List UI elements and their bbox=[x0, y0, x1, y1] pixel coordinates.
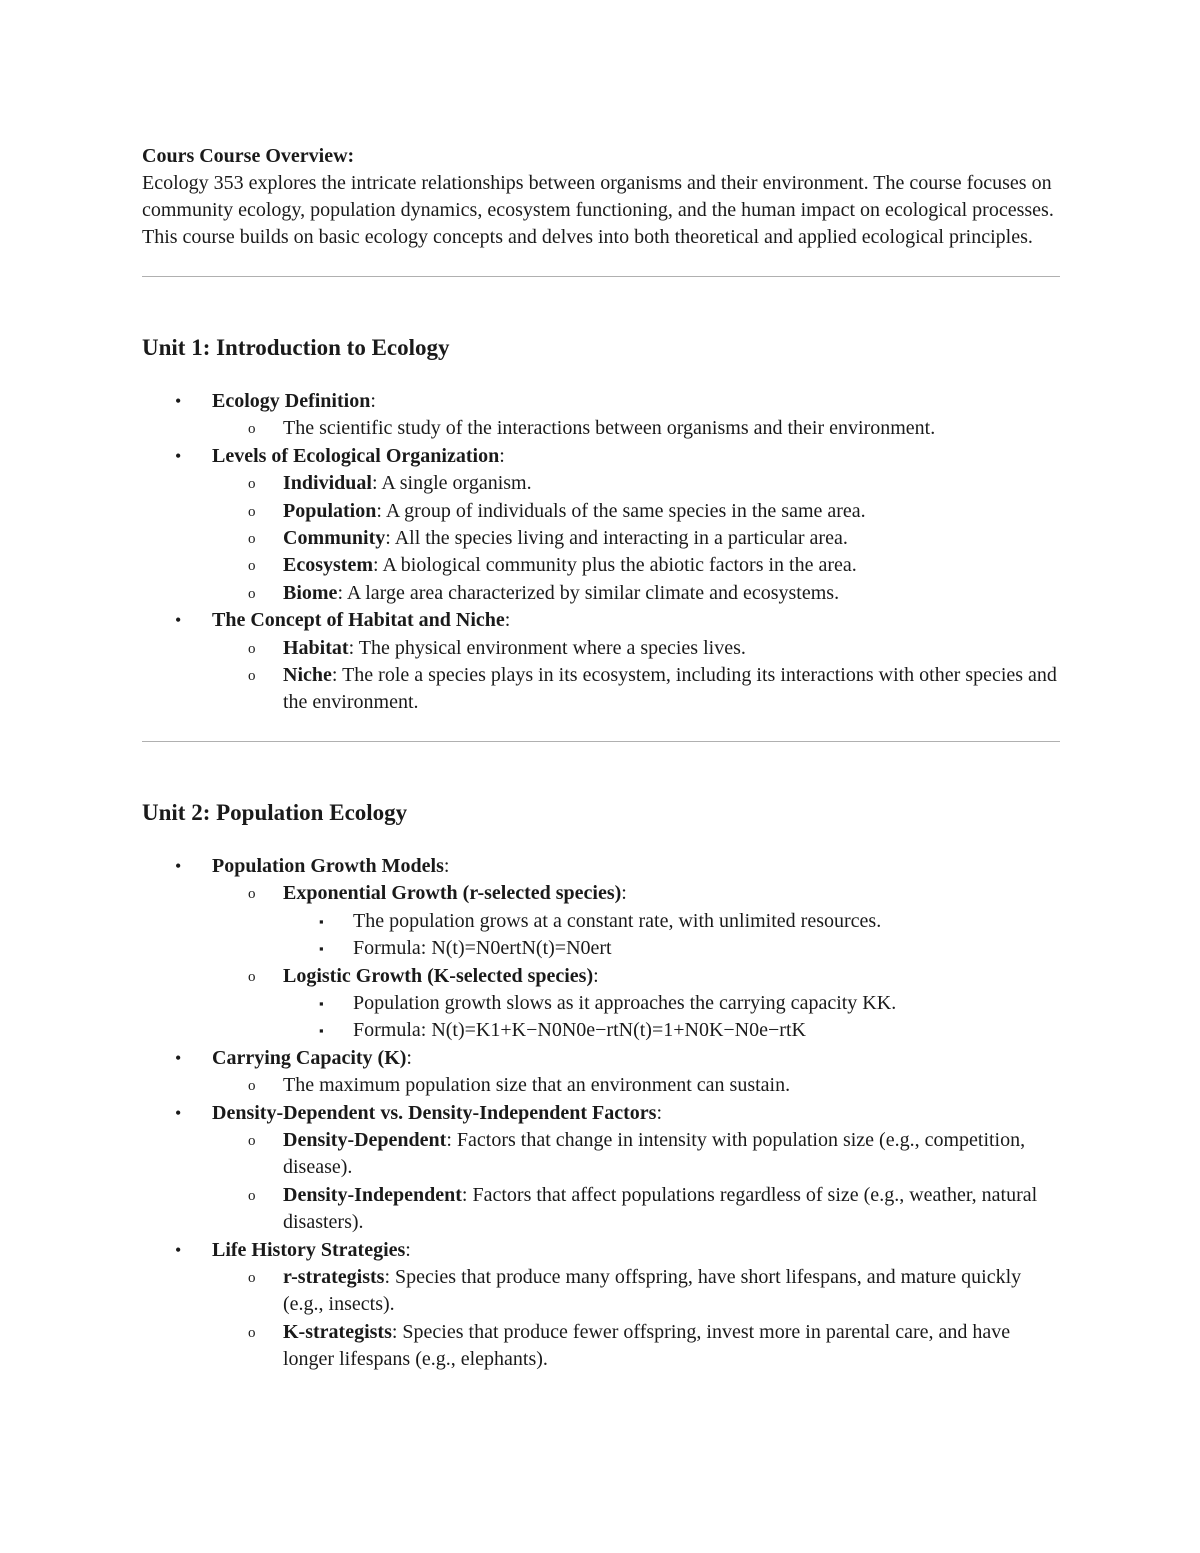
sub-list-item bbox=[212, 498, 1060, 525]
item-suffix: : bbox=[499, 444, 505, 467]
circle-marker: o bbox=[248, 1078, 256, 1095]
item-suffix: : bbox=[405, 1238, 411, 1261]
item-term: Population Growth Models bbox=[212, 854, 444, 877]
sub-list-item bbox=[212, 415, 1060, 442]
circle-marker: o bbox=[248, 886, 256, 903]
item-suffix: : bbox=[406, 1046, 412, 1069]
sub-item-text: : The physical environment where a species lives. bbox=[348, 636, 746, 659]
item-term: Levels of Ecological Organization bbox=[212, 444, 500, 467]
square-marker: ▪ bbox=[319, 913, 324, 929]
list-item bbox=[142, 443, 1060, 607]
sub-sub-list bbox=[283, 990, 1060, 1045]
sub-list-item bbox=[212, 1319, 1060, 1374]
sub-item-text: : A group of individuals of the same species in the same area. bbox=[376, 499, 866, 522]
sub-list bbox=[212, 415, 1060, 442]
sub-item-term: r-strategists bbox=[283, 1265, 385, 1288]
item-suffix: : bbox=[504, 609, 511, 632]
sub-list-item bbox=[212, 1072, 1060, 1099]
bullet-marker: • bbox=[175, 445, 182, 466]
sub-item-text: : bbox=[593, 964, 599, 987]
sub-list-item bbox=[212, 635, 1060, 662]
circle-marker: o bbox=[248, 558, 256, 575]
circle-marker: o bbox=[248, 476, 256, 493]
sub-list-item bbox=[212, 1127, 1060, 1182]
formula-text: Formula: N(t)=K1+K−N0N0e−rtN(t)=1+N0K−N0e−rtK bbox=[353, 1019, 806, 1042]
circle-marker: o bbox=[248, 1269, 256, 1286]
item-term: Life History Strategies bbox=[212, 1238, 406, 1261]
sub-list-item bbox=[212, 963, 1060, 1045]
sub-item-term: Logistic Growth (K-selected species) bbox=[283, 964, 594, 987]
horizontal-divider bbox=[142, 741, 1060, 742]
sub-item-text: : A single organism. bbox=[371, 472, 532, 495]
sub-item-text: The scientific study of the interactions between organisms and their environment. bbox=[283, 417, 936, 440]
sub-list-item bbox=[212, 552, 1060, 579]
list-item bbox=[142, 1100, 1060, 1237]
sub-sub-item-text: Population growth slows as it approaches the carrying capacity KK. bbox=[353, 991, 897, 1014]
sub-item-term: Population bbox=[283, 499, 377, 522]
sub-list bbox=[212, 880, 1060, 1044]
sub-sub-item-text: The population grows at a constant rate, with unlimited resources. bbox=[353, 909, 882, 932]
item-suffix: : bbox=[656, 1101, 663, 1124]
unit-1-list bbox=[142, 388, 1060, 717]
sub-item-text: : Species that produce many offspring, have short lifespans, and mature quickly (e.g., insects). bbox=[283, 1265, 1022, 1316]
circle-marker: o bbox=[248, 668, 256, 685]
sub-item-text: : A biological community plus the abiotic factors in the area. bbox=[372, 554, 857, 577]
bullet-marker: • bbox=[175, 1102, 182, 1123]
item-suffix: : bbox=[443, 854, 450, 877]
unit-2-list bbox=[142, 853, 1060, 1374]
item-term: The Concept of Habitat and Niche bbox=[212, 609, 505, 632]
sub-item-text: : The role a species plays in its ecosystem, including its interactions with other species and the environment. bbox=[283, 664, 1057, 714]
sub-list-item bbox=[212, 470, 1060, 497]
sub-item-text: : Species that produce fewer offspring, invest more in parental care, and have longer lifespans (e.g., elephants). bbox=[283, 1320, 1011, 1371]
sub-list bbox=[212, 1264, 1060, 1374]
sub-list bbox=[212, 635, 1060, 717]
bullet-marker: • bbox=[175, 855, 182, 876]
sub-list-item bbox=[212, 880, 1060, 962]
sub-item-term: Individual bbox=[283, 472, 372, 495]
item-term: Carrying Capacity (K) bbox=[212, 1046, 407, 1069]
sub-sub-list-item bbox=[283, 1017, 1060, 1044]
sub-sub-list-item bbox=[283, 935, 1060, 962]
document-page bbox=[142, 143, 1060, 1374]
circle-marker: o bbox=[248, 503, 256, 520]
circle-marker: o bbox=[248, 531, 256, 548]
sub-list-item bbox=[212, 1264, 1060, 1319]
circle-marker: o bbox=[248, 1132, 256, 1149]
square-marker: ▪ bbox=[319, 995, 324, 1011]
sub-item-term: Habitat bbox=[283, 636, 349, 659]
circle-marker: o bbox=[248, 421, 256, 438]
sub-list bbox=[212, 1072, 1060, 1099]
circle-marker: o bbox=[248, 585, 256, 602]
square-marker: ▪ bbox=[319, 1023, 324, 1039]
list-item bbox=[142, 607, 1060, 717]
bullet-marker: • bbox=[175, 1239, 182, 1260]
list-item bbox=[142, 853, 1060, 1045]
sub-sub-list-item bbox=[283, 990, 1060, 1017]
list-item bbox=[142, 388, 1060, 443]
list-item bbox=[142, 1045, 1060, 1100]
sub-list-item bbox=[212, 525, 1060, 552]
square-marker: ▪ bbox=[319, 941, 324, 957]
overview-paragraph: Ecology 353 explores the intricate relationships between organisms and their environment. The course focuses on community ecology, population dynamics, ecosystem functioning, and the human impact on ecological processes. This course builds on basic ecology concepts and delves into both theoretical and applied ecological principles. bbox=[142, 172, 1054, 248]
sub-item-term: Exponential Growth (r-selected species) bbox=[283, 882, 622, 905]
sub-item-term: Density-Dependent bbox=[283, 1128, 447, 1151]
horizontal-divider bbox=[142, 276, 1060, 277]
sub-item-term: Niche bbox=[283, 664, 332, 687]
item-term: Density-Dependent vs. Density-Independent Factors bbox=[212, 1101, 657, 1124]
sub-list-item bbox=[212, 662, 1060, 717]
circle-marker: o bbox=[248, 1324, 256, 1341]
bullet-marker: • bbox=[175, 610, 182, 631]
item-term: Ecology Definition bbox=[212, 390, 371, 412]
sub-item-term: K-strategists bbox=[283, 1320, 392, 1343]
sub-list-item bbox=[212, 580, 1060, 607]
circle-marker: o bbox=[248, 968, 256, 985]
bullet-marker: • bbox=[175, 391, 182, 411]
sub-list-item bbox=[212, 1182, 1060, 1237]
overview-heading: Cours Course Overview: bbox=[142, 145, 355, 167]
sub-sub-list bbox=[283, 908, 1060, 963]
formula-text: Formula: N(t)=N0ertN(t)=N0ert bbox=[353, 937, 612, 960]
unit-1-heading: Unit 1: Introduction to Ecology bbox=[142, 335, 450, 360]
sub-item-text: : A large area characterized by similar climate and ecosystems. bbox=[337, 581, 840, 604]
circle-marker: o bbox=[248, 1187, 256, 1204]
sub-item-text: : Factors that affect populations regardless of size (e.g., weather, natural disasters). bbox=[283, 1183, 1038, 1234]
sub-item-term: Biome bbox=[283, 581, 338, 604]
sub-list bbox=[212, 470, 1060, 607]
sub-item-term: Density-Independent bbox=[283, 1183, 462, 1206]
bullet-marker: • bbox=[175, 1047, 182, 1068]
unit-2-heading: Unit 2: Population Ecology bbox=[142, 799, 408, 825]
sub-item-text: : All the species living and interacting in a particular area. bbox=[385, 527, 848, 550]
sub-item-text: : Factors that change in intensity with population size (e.g., competition, disease). bbox=[283, 1128, 1026, 1179]
sub-item-text: : bbox=[621, 882, 627, 905]
item-suffix: : bbox=[370, 390, 376, 412]
list-item bbox=[142, 1237, 1060, 1374]
sub-list bbox=[212, 1127, 1060, 1237]
sub-sub-list-item bbox=[283, 908, 1060, 935]
sub-item-term: Ecosystem bbox=[283, 554, 373, 577]
sub-item-term: Community bbox=[283, 527, 386, 550]
circle-marker: o bbox=[248, 640, 256, 657]
sub-item-text: The maximum population size that an environment can sustain. bbox=[283, 1074, 791, 1097]
